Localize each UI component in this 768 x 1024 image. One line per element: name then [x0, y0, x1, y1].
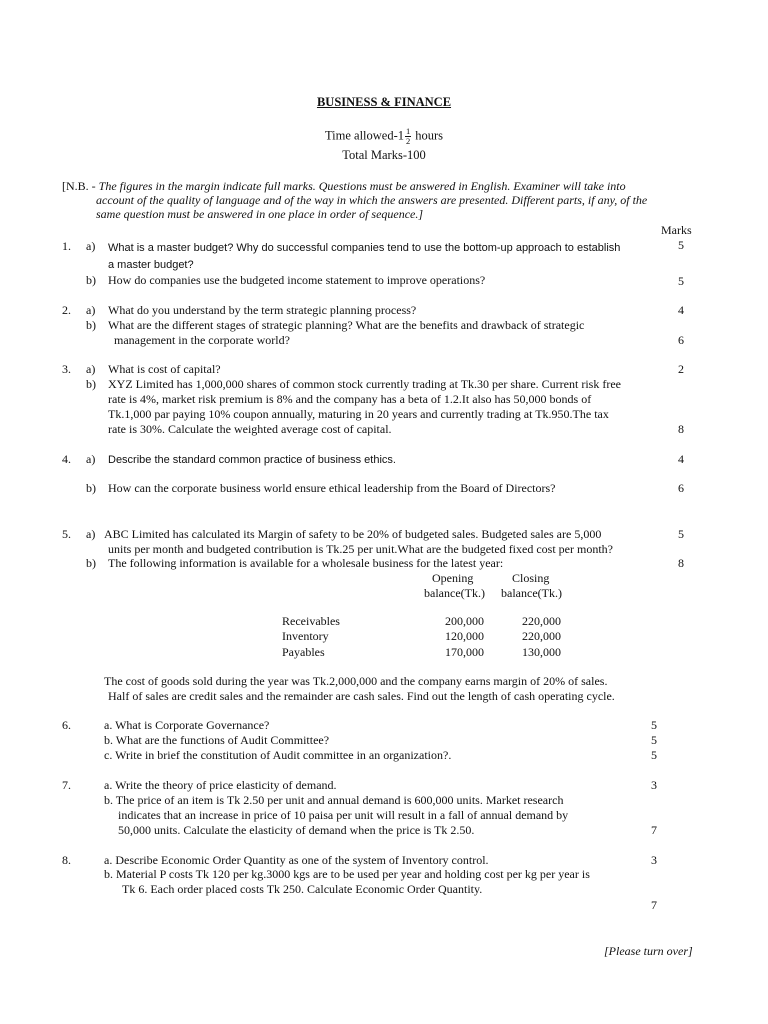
instructions-line-1: The figures in the margin indicate full marks. Questions must be answered in English. Examiner will take into: [98, 179, 626, 193]
question-6b-marks: 5: [651, 733, 657, 747]
question-1-number: 1.: [62, 239, 71, 253]
question-5-number: 5.: [62, 527, 71, 541]
question-4-number: 4.: [62, 452, 71, 466]
question-2a-marks: 4: [678, 303, 684, 317]
table-row-receivables-closing: 220,000: [522, 614, 561, 628]
table-closing-header-2: balance(Tk.): [501, 586, 562, 600]
question-7b-line-3: 50,000 units. Calculate the elasticity of demand when the price is Tk 2.50.: [118, 823, 475, 837]
question-4a-text: Describe the standard common practice of business ethics.: [108, 454, 396, 466]
question-2-number: 2.: [62, 303, 71, 317]
question-4b-text: How can the corporate business world ensure ethical leadership from the Board of Directors?: [108, 481, 556, 495]
question-7b-marks: 7: [651, 823, 657, 837]
question-4a-label: a): [86, 452, 96, 466]
table-row-receivables-opening: 200,000: [445, 614, 484, 628]
question-3b-marks: 8: [678, 422, 684, 436]
exam-title: BUSINESS & FINANCE: [316, 95, 452, 109]
question-5a-marks: 5: [678, 527, 684, 541]
question-1a-line-1: What is a master budget? Why do successful companies tend to use the bottom-up approach to establish: [108, 242, 621, 254]
question-6-number: 6.: [62, 718, 71, 732]
time-allowed-prefix: Time allowed-1: [324, 128, 404, 143]
question-2a-text: What do you understand by the term strategic planning process?: [108, 303, 417, 317]
table-row-inventory-label: Inventory: [282, 629, 329, 643]
question-8b-line-1: b. Material P costs Tk 120 per kg.3000 kgs are to be used per year and holding cost per kg per year is: [104, 867, 590, 881]
time-fraction-denominator: 2: [406, 136, 411, 146]
question-3a-text: What is cost of capital?: [108, 362, 221, 376]
table-row-inventory-closing: 220,000: [522, 629, 561, 643]
question-3a-label: a): [86, 362, 96, 376]
question-5a-label: a): [86, 527, 96, 541]
question-8b-marks: 7: [651, 898, 657, 912]
table-opening-header-1: Opening: [432, 571, 474, 585]
table-row-payables-opening: 170,000: [445, 645, 484, 659]
time-allowed-suffix: hours: [415, 128, 444, 143]
question-5a-line-2: units per month and budgeted contribution is Tk.25 per unit.What are the budgeted fixed cost per month?: [108, 542, 613, 556]
question-4b-label: b): [86, 481, 96, 495]
question-5b-after-line-2: Half of sales are credit sales and the remainder are cash sales. Find out the length of cash operating cycle.: [108, 689, 615, 703]
question-2a-label: a): [86, 303, 96, 317]
question-1a-label: a): [86, 239, 96, 253]
table-row-payables-closing: 130,000: [522, 645, 561, 659]
question-7a-marks: 3: [651, 778, 657, 792]
question-7b-line-2: indicates that an increase in price of 10 paisa per unit will result in a fall of annual demand by: [118, 808, 569, 822]
instructions-prefix: [N.B. -: [62, 179, 99, 193]
please-turn-over-note: [Please turn over]: [604, 944, 693, 958]
question-6c-marks: 5: [651, 748, 657, 762]
question-7b-line-1: b. The price of an item is Tk 2.50 per unit and annual demand is 600,000 units. Market research: [104, 793, 564, 807]
question-8a-marks: 3: [651, 853, 657, 867]
question-8-number: 8.: [62, 853, 71, 867]
question-7-number: 7.: [62, 778, 71, 792]
time-allowed: [0, 127, 768, 146]
question-5b-text: The following information is available for a wholesale business for the latest year:: [108, 556, 504, 570]
table-row-payables-label: Payables: [282, 645, 325, 659]
question-8a-text: a. Describe Economic Order Quantity as one of the system of Inventory control.: [104, 853, 489, 867]
table-row-inventory-opening: 120,000: [445, 629, 484, 643]
question-2b-line-2: management in the corporate world?: [114, 333, 290, 347]
question-6a-text: a. What is Corporate Governance?: [104, 718, 270, 732]
question-5b-after-line-1: The cost of goods sold during the year was Tk.2,000,000 and the company earns margin of 20% of sales.: [104, 674, 608, 688]
table-row-receivables-label: Receivables: [282, 614, 340, 628]
instructions-note: [62, 179, 698, 221]
question-4b-marks: 6: [678, 481, 684, 495]
question-3a-marks: 2: [678, 362, 684, 376]
question-5b-label: b): [86, 556, 96, 570]
question-6a-marks: 5: [651, 718, 657, 732]
question-2b-line-1: What are the different stages of strategic planning? What are the benefits and drawback of strategic: [108, 318, 585, 332]
question-6b-text: b. What are the functions of Audit Committee?: [104, 733, 330, 747]
question-5a-line-1: ABC Limited has calculated its Margin of safety to be 20% of budgeted sales. Budgeted sales are 5,000: [104, 527, 602, 541]
question-1b-label: b): [86, 273, 96, 287]
marks-column-header: Marks: [661, 223, 692, 237]
question-1b-text: How do companies use the budgeted income statement to improve operations?: [108, 273, 486, 287]
instructions-line-2: account of the quality of language and of the way in which the answers are presented. Different parts, if any, of the: [96, 193, 648, 207]
question-7a-text: a. Write the theory of price elasticity of demand.: [104, 778, 337, 792]
question-3b-line-2: rate is 4%, market risk premium is 8% and the company has a beta of 1.2.It also has 50,000 bonds of: [108, 392, 592, 406]
question-4a-marks: 4: [678, 452, 684, 466]
question-3-number: 3.: [62, 362, 71, 376]
table-closing-header-1: Closing: [512, 571, 550, 585]
question-1a-marks: 5: [678, 238, 684, 252]
question-5b-marks: 8: [678, 556, 684, 570]
question-1a-line-2: a master budget?: [108, 259, 194, 271]
time-fraction-numerator: 1: [406, 126, 411, 136]
question-8b-line-2: Tk 6. Each order placed costs Tk 250. Calculate Economic Order Quantity.: [122, 882, 483, 896]
question-3b-line-4: rate is 30%. Calculate the weighted average cost of capital.: [108, 422, 392, 436]
question-6c-text: c. Write in brief the constitution of Audit committee in an organization?.: [104, 748, 452, 762]
question-2b-label: b): [86, 318, 96, 332]
question-3b-line-1: XYZ Limited has 1,000,000 shares of common stock currently trading at Tk.30 per share. Current risk free: [108, 377, 621, 391]
total-marks: Total Marks-100: [342, 148, 426, 162]
instructions-line-3: same question must be answered in one place in order of sequence.]: [96, 207, 424, 221]
question-2b-marks: 6: [678, 333, 684, 347]
table-opening-header-2: balance(Tk.): [424, 586, 485, 600]
time-fraction: [405, 127, 411, 146]
question-3b-label: b): [86, 377, 96, 391]
question-1b-marks: 5: [678, 274, 684, 288]
question-3b-line-3: Tk.1,000 par paying 10% coupon annually, maturing in 20 years and currently trading at Tk.950.The tax: [108, 407, 609, 421]
